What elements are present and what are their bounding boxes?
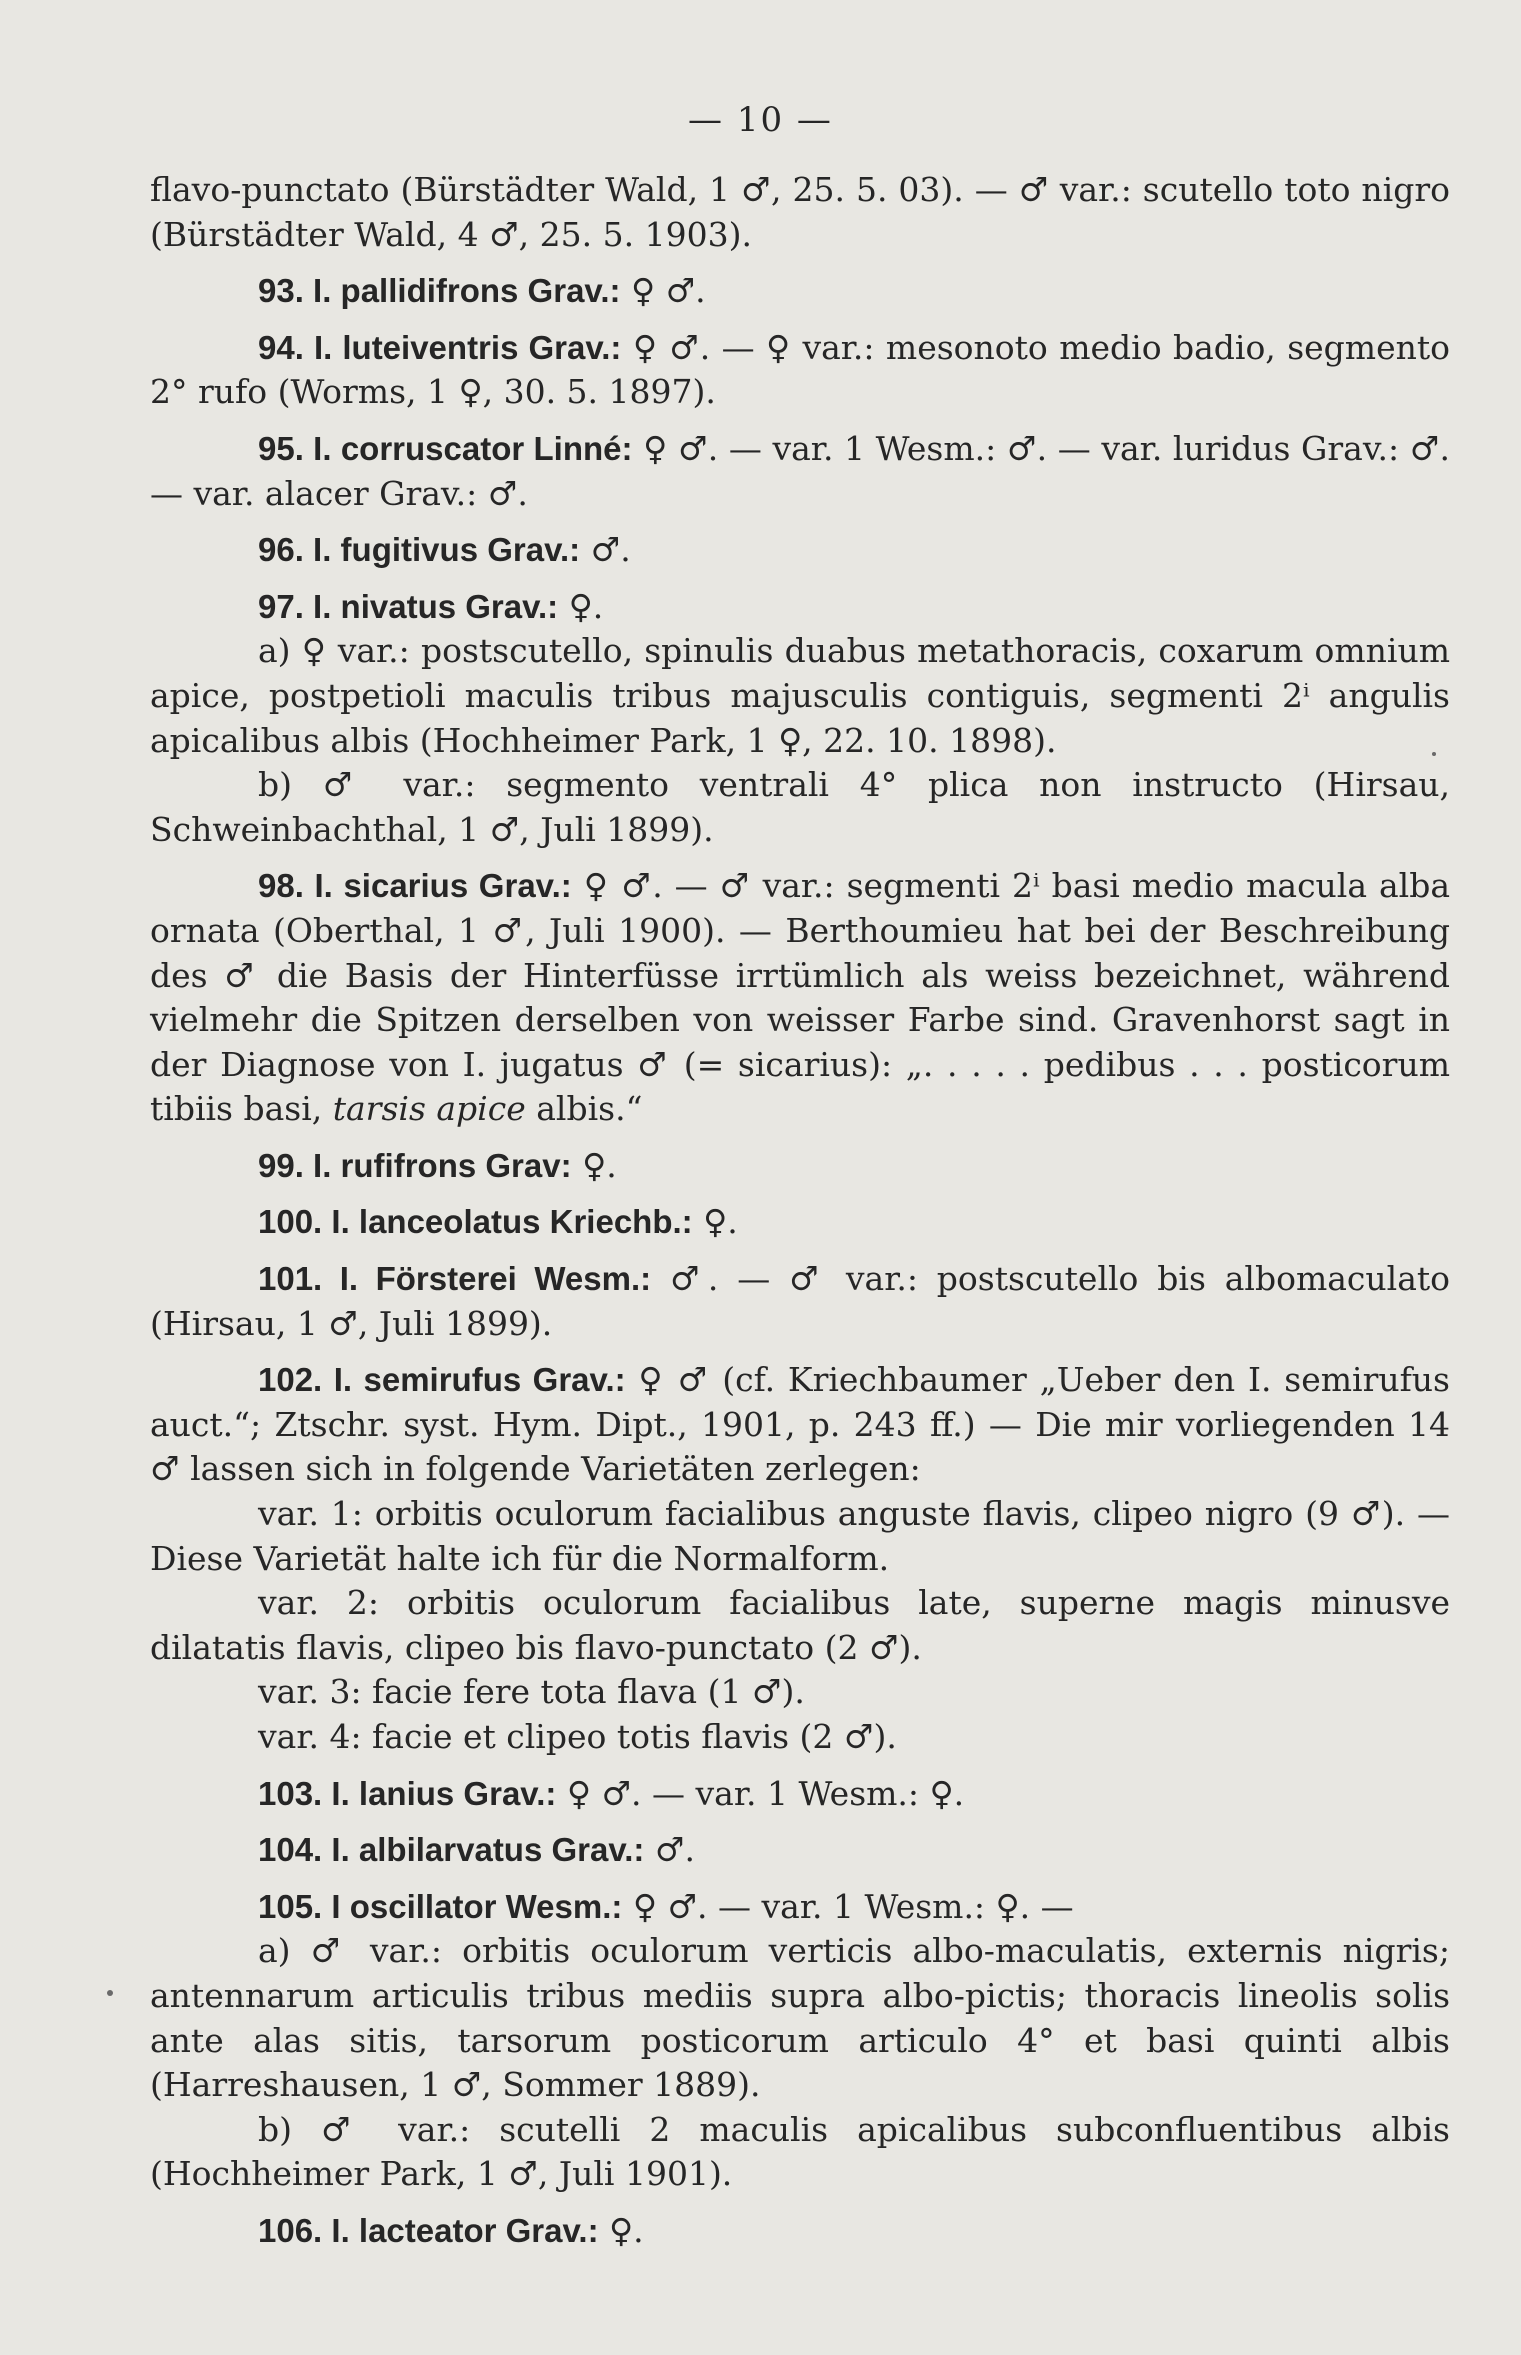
species-heading: 96. I. fugitivus Grav.: — [258, 531, 581, 569]
entry-102-var-3 — [150, 1670, 1450, 1715]
paper-speck — [107, 1990, 113, 1996]
entry-97 — [150, 585, 1450, 630]
entry-text: ♀ ♂. — ♂ var.: segmenti 2ⁱ basi medio macula alba ornata (Oberthal, 1 ♂, Juli 1900). — Berthoumieu hat bei der Beschreibung des ♂ die Basis der Hinterfüsse irrtümlich als weiss bezeichnet, während vielmehr die Spitzen derselben von weisser Farbe sind. Gravenhorst sagt in der Diagnose von I. jugatus ♂ (= sicarius): „. . . . . pedibus . . . posticorum tibiis basi, — [150, 866, 1450, 1129]
species-heading: 101. I. Försterei Wesm.: — [258, 1260, 652, 1298]
entry-text: flavo-punctato (Bürstädter Wald, 1 ♂, 25. 5. 03). — ♂ var.: scutello toto nigro (Bürstädter Wald, 4 ♂, 25. 5. 1903). — [150, 170, 1450, 254]
entry-text: b) ♂ var.: segmento ventrali 4° plica non instructo (Hirsau, Schweinbachthal, 1 ♂, Juli 1899). — [150, 765, 1450, 849]
entry-text-tail: albis.“ — [525, 1089, 643, 1129]
entry-text: var. 1: orbitis oculorum facialibus anguste flavis, clipeo nigro (9 ♂). — Diese Varietät halte ich für die Normalform. — [150, 1494, 1450, 1578]
entry-text: ♂. — ♂ var.: postscutello bis albomaculato (Hirsau, 1 ♂, Juli 1899). — [150, 1259, 1451, 1343]
species-heading: 104. I. albilarvatus Grav.: — [258, 1831, 645, 1869]
entry-95 — [150, 427, 1450, 516]
species-heading: 98. I. sicarius Grav.: — [258, 867, 572, 905]
species-heading: 102. I. semirufus Grav.: — [258, 1361, 626, 1399]
entry-101 — [150, 1257, 1450, 1346]
species-heading: 97. I. nivatus Grav.: — [258, 587, 559, 625]
entry-102-var-1 — [150, 1492, 1450, 1581]
text-body — [150, 168, 1450, 2254]
entry-text: ♀ ♂. — var. 1 Wesm.: ♀. — — [622, 1886, 1074, 1926]
entry-text: ♀ ♂. — [620, 271, 706, 311]
entry-text: b) ♂ var.: scutelli 2 maculis apicalibus subconfluentibus albis (Hochheimer Park, 1 ♂, Juli 1901). — [150, 2109, 1450, 2194]
entry-text: ♀. — [598, 2210, 644, 2250]
entry-98 — [150, 864, 1450, 1132]
entry-text: a) ♀ var.: postscutello, spinulis duabus metathoracis, coxarum omnium apice, postpetioli maculis tribus majusculis contiguis, segmenti 2ⁱ angulis apicalibus albis (Hochheimer Park, 1 ♀, 22. 10. 1898). — [150, 631, 1450, 760]
entry-94 — [150, 326, 1450, 415]
paper-speck — [1432, 752, 1436, 756]
entry-102-var-2 — [150, 1581, 1450, 1670]
species-heading: 93. I. pallidifrons Grav.: — [258, 272, 621, 310]
entry-99 — [150, 1144, 1450, 1189]
entry-text: ♂. — [644, 1830, 695, 1870]
entry-97-var-a — [150, 629, 1450, 763]
entry-text: ♀ ♂. — ♀ var.: mesonoto medio badio, segmento 2° rufo (Worms, 1 ♀, 30. 5. 1897). — [150, 327, 1450, 412]
species-heading: 106. I. lacteator Grav.: — [258, 2211, 599, 2249]
species-heading: 103. I. lanius Grav.: — [258, 1774, 557, 1812]
entry-text: ♀ ♂. — var. 1 Wesm.: ♂. — var. luridus Grav.: ♂. — var. alacer Grav.: ♂. — [150, 428, 1450, 513]
entry-100 — [150, 1200, 1450, 1245]
entry-text: var. 2: orbitis oculorum facialibus late, superne magis minusve dilatatis flavis, clipeo bis flavo-punctato (2 ♂). — [150, 1583, 1450, 1667]
entry-text: ♀. — [558, 586, 604, 626]
species-heading: 105. I oscillator Wesm.: — [258, 1887, 623, 1925]
entry-text: var. 4: facie et clipeo totis flavis (2 ♂). — [258, 1717, 897, 1756]
entry-105-var-a — [150, 1929, 1450, 2107]
entry-97-var-b — [150, 763, 1450, 852]
entry-92-continuation — [150, 168, 1450, 257]
italic-quote: tarsis apice — [332, 1089, 526, 1129]
species-heading: 99. I. rufifrons Grav: — [258, 1146, 572, 1184]
entry-105 — [150, 1885, 1450, 1930]
entry-text: a) ♂ var.: orbitis oculorum verticis albo-maculatis, externis nigris; antennarum articulis tribus mediis supra albo-pictis; thoracis lineolis solis ante alas sitis, tarsorum posticorum articulo 4° et basi quinti albis (Harreshausen, 1 ♂, Sommer 1889). — [150, 1931, 1450, 2105]
species-heading: 94. I. luteiventris Grav.: — [258, 328, 622, 366]
entry-104 — [150, 1828, 1450, 1873]
entry-text: ♀. — [692, 1202, 738, 1242]
entry-102 — [150, 1358, 1450, 1492]
entry-text: ♀ ♂ (cf. Kriechbaumer „Ueber den I. semirufus auct.“; Ztschr. syst. Hym. Dipt., 1901, p. 243 ff.) — Die mir vorliegenden 14 ♂ lassen sich in folgende Varietäten zerlegen: — [150, 1360, 1450, 1489]
entry-106 — [150, 2209, 1450, 2254]
entry-105-var-b — [150, 2108, 1450, 2197]
page-number: — 10 — — [688, 100, 833, 140]
species-heading: 100. I. lanceolatus Kriechb.: — [258, 1203, 693, 1241]
entry-93 — [150, 269, 1450, 314]
entry-text: ♀ ♂. — var. 1 Wesm.: ♀. — [556, 1773, 965, 1813]
entry-103 — [150, 1772, 1450, 1817]
entry-102-var-4 — [150, 1715, 1450, 1760]
entry-96 — [150, 528, 1450, 573]
entry-text: ♀. — [571, 1145, 617, 1185]
entry-text: var. 3: facie fere tota flava (1 ♂). — [258, 1672, 805, 1712]
species-heading: 95. I. corruscator Linné: — [258, 429, 633, 467]
entry-text: ♂. — [580, 530, 631, 570]
